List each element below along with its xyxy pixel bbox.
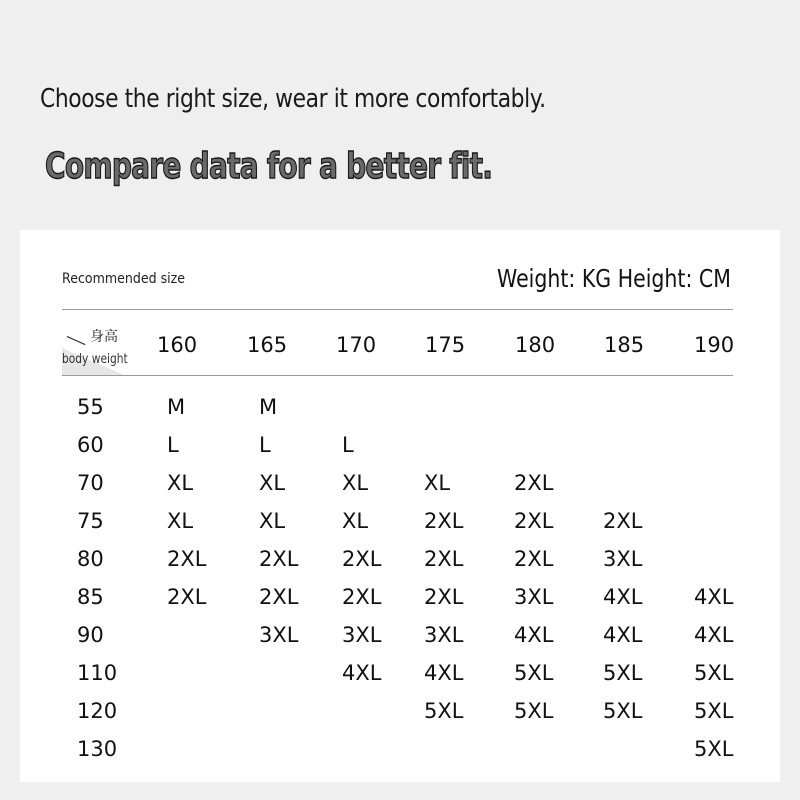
size-cell: 2XL <box>514 547 554 571</box>
weight-label-90: 90 <box>77 623 104 647</box>
size-cell: L <box>167 433 179 457</box>
size-cell: XL <box>259 471 286 495</box>
height-header-175: 175 <box>425 333 466 357</box>
height-header-165: 165 <box>247 333 288 357</box>
size-cell: 5XL <box>603 661 643 685</box>
corner-height-label: 身高 <box>90 329 118 345</box>
size-cell: 4XL <box>694 623 734 647</box>
size-cell: XL <box>167 471 194 495</box>
weight-label-85: 85 <box>77 585 104 609</box>
size-cell: XL <box>342 509 369 533</box>
size-cell: 3XL <box>342 623 382 647</box>
size-cell: 2XL <box>514 509 554 533</box>
weight-label-70: 70 <box>77 471 104 495</box>
size-cell: 2XL <box>424 547 464 571</box>
size-cell: 3XL <box>424 623 464 647</box>
size-cell: 5XL <box>424 699 464 723</box>
size-cell: 4XL <box>514 623 554 647</box>
height-header-170: 170 <box>336 333 377 357</box>
size-cell: 2XL <box>259 585 299 609</box>
size-cell: M <box>167 395 186 419</box>
weight-label-120: 120 <box>77 699 118 723</box>
size-cell: XL <box>342 471 369 495</box>
header-bottom-divider <box>62 375 733 376</box>
size-cell: 3XL <box>514 585 554 609</box>
height-header-190: 190 <box>694 333 735 357</box>
weight-label-80: 80 <box>77 547 104 571</box>
weight-label-130: 130 <box>77 737 118 761</box>
size-cell: 2XL <box>342 547 382 571</box>
size-cell: L <box>342 433 354 457</box>
size-cell: 4XL <box>342 661 382 685</box>
height-header-180: 180 <box>515 333 556 357</box>
size-cell: XL <box>424 471 451 495</box>
size-cell: 5XL <box>514 661 554 685</box>
size-cell: M <box>259 395 278 419</box>
size-cell: 3XL <box>259 623 299 647</box>
size-cell: 5XL <box>694 699 734 723</box>
recommended-size-label: Recommended size <box>62 271 186 287</box>
subheadline: Compare data for a better fit. <box>45 146 493 187</box>
units-label: Weight: KG Height: CM <box>497 264 731 293</box>
header-top-divider <box>62 309 733 310</box>
size-cell: 2XL <box>603 509 643 533</box>
height-header-185: 185 <box>604 333 645 357</box>
weight-label-60: 60 <box>77 433 104 457</box>
weight-label-110: 110 <box>77 661 118 685</box>
size-cell: 2XL <box>167 547 207 571</box>
size-chart-card <box>20 230 780 782</box>
height-header-160: 160 <box>157 333 198 357</box>
size-cell: 5XL <box>603 699 643 723</box>
size-cell: L <box>259 433 271 457</box>
size-cell: XL <box>259 509 286 533</box>
size-cell: 2XL <box>424 585 464 609</box>
size-cell: 2XL <box>259 547 299 571</box>
weight-label-75: 75 <box>77 509 104 533</box>
size-cell: 4XL <box>603 585 643 609</box>
size-cell: 2XL <box>424 509 464 533</box>
size-cell: 4XL <box>694 585 734 609</box>
size-cell: 2XL <box>342 585 382 609</box>
corner-weight-label: body weight <box>62 352 128 367</box>
size-cell: XL <box>167 509 194 533</box>
size-cell: 5XL <box>694 661 734 685</box>
size-cell: 2XL <box>514 471 554 495</box>
weight-label-55: 55 <box>77 395 104 419</box>
size-cell: 4XL <box>603 623 643 647</box>
corner-diagonal-line <box>67 336 86 345</box>
size-cell: 5XL <box>694 737 734 761</box>
size-cell: 3XL <box>603 547 643 571</box>
size-cell: 5XL <box>514 699 554 723</box>
headline: Choose the right size, wear it more comfortably. <box>40 84 546 114</box>
size-cell: 4XL <box>424 661 464 685</box>
size-cell: 2XL <box>167 585 207 609</box>
